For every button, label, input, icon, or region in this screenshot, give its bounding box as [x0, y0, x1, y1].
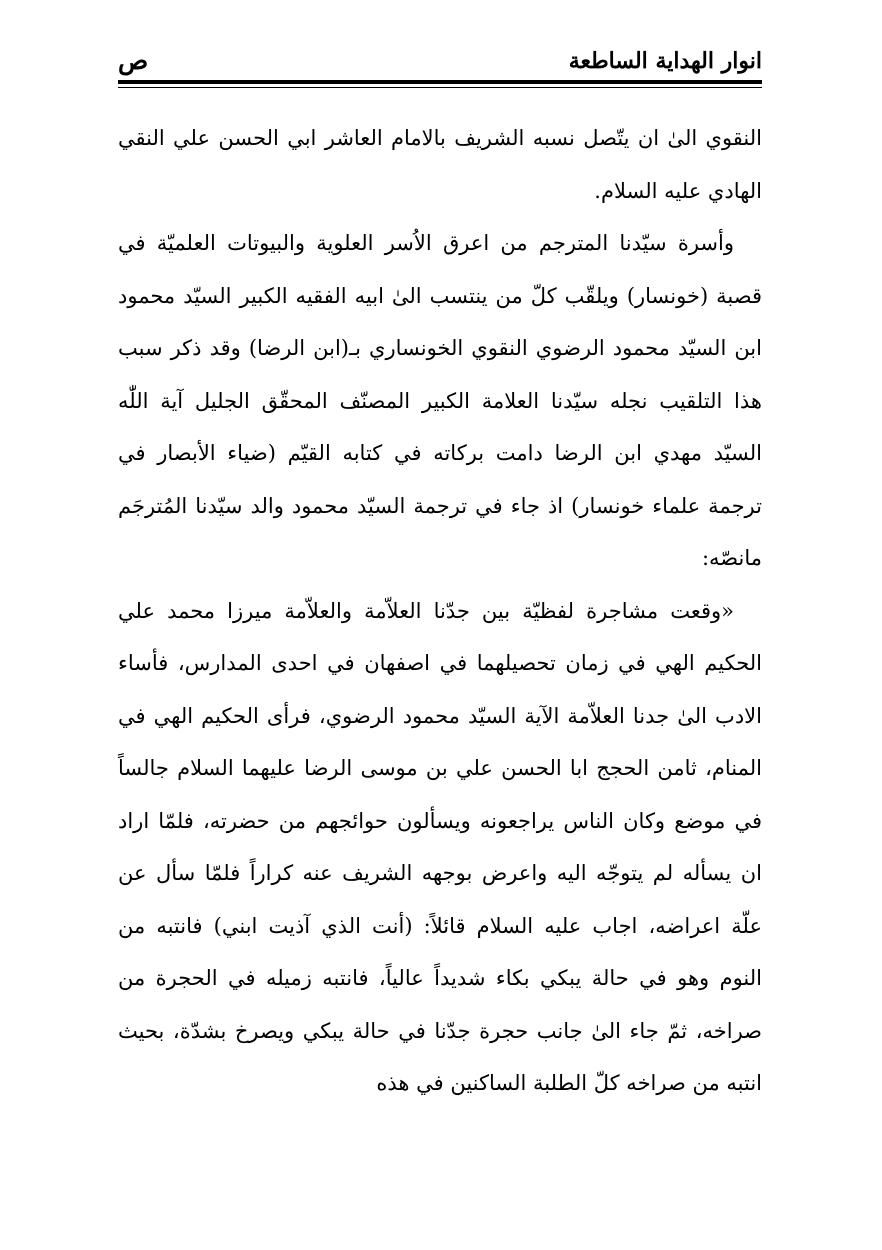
page-marker: ص	[118, 46, 149, 75]
header-rule-thick	[118, 80, 762, 84]
paragraph-2: وأسرة سيّدنا المترجم من اعرق الاُسر العلوية والبيوتات العلميّة في قصبة (خونسار) ويلقّب كلّ من ينتسب الىٰ ابيه الفقيه الكبير السيّد محمود ابن السيّد محمود الرضوي النقوي الخونساري بـ(ابن الرضا) وقد ذكر سبب هذا التلقيب نجله سيّدنا العلامة الكبير المصنّف المحقّق الجليل آية اللّٰه السيّد مهدي ابن الرضا دامت بركاته في كتابه القيّم (ضياء الأبصار في ترجمة علماء خونسار) اذ جاء في ترجمة السيّد محمود والد سيّدنا المُترجَم مانصّه:	[118, 231, 762, 570]
running-header	[118, 38, 762, 78]
book-title: انوار الهداية الساطعة	[568, 48, 762, 74]
header-rule-thin	[118, 87, 762, 88]
paragraph-3: «وقعت مشاجرة لفظيّة بين جدّنا العلاّمة والعلاّمة ميرزا محمد علي الحكيم الهي في زمان تحصيلهما في اصفهان في احدى المدارس، فأساء الادب الىٰ جدنا العلاّمة الآية السيّد محمود الرضوي، فرأى الحكيم الهي في المنام، ثامن الحجج ابا الحسن علي بن موسى الرضا عليهما السلام جالساً في موضع وكان الناس يراجعونه ويسألون حوائجهم من حضرته، فلمّا اراد ان يسأله لم يتوجّه اليه واعرض بوجهه الشريف عنه كراراً فلمّا سأل عن علّة اعراضه، اجاب عليه السلام قائلاً: (أنت الذي آذيت ابني) فانتبه من النوم وهو في حالة يبكي بكاء شديداً عالياً، فانتبه زميله في الحجرة من صراخه، ثمّ جاء الىٰ جانب حجرة جدّنا في حالة يبكي ويصرخ بشدّة، بحيث انتبه من صراخه كلّ الطلبة الساكنين في هذه	[118, 598, 762, 1095]
paragraph-1: النقوي الىٰ ان يتّصل نسبه الشريف بالامام العاشر ابي الحسن علي النقي الهادي عليه السلام.	[118, 126, 762, 203]
body-text	[118, 112, 762, 1110]
